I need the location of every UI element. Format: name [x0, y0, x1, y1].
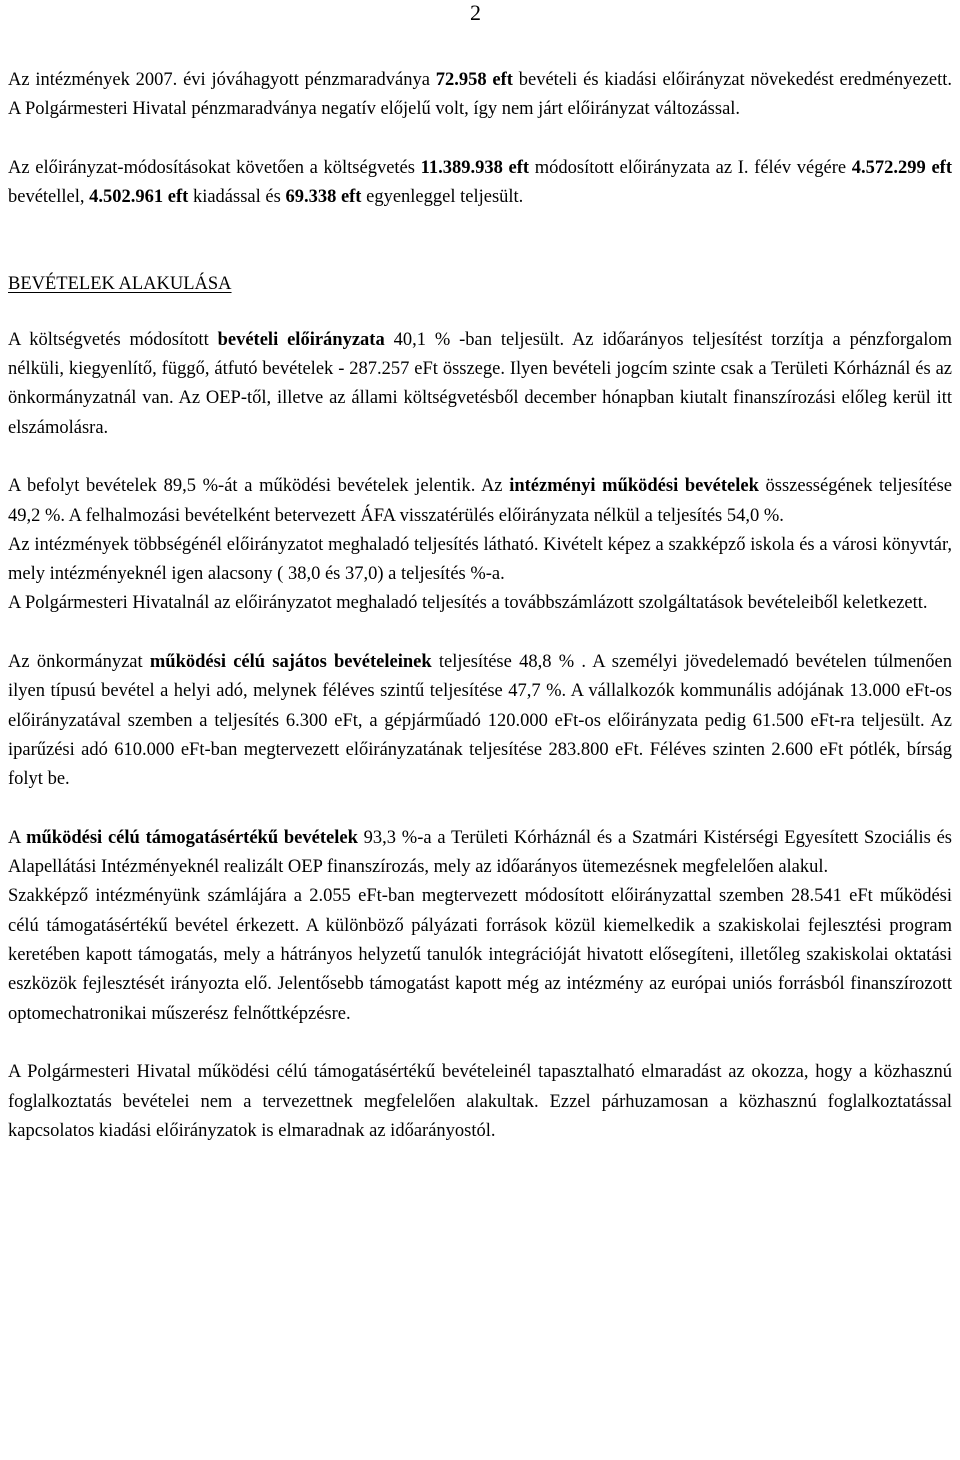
p2-text-4: kiadással és	[188, 187, 286, 208]
paragraph-befolyt-bevételek	[8, 472, 952, 531]
p4-bold-1: intézményi működési bevételek	[509, 476, 759, 497]
p2-bold-3: 4.502.961 eft	[89, 187, 189, 208]
p2-text-2: módosított előirányzata az I. félév végére	[529, 157, 852, 178]
paragraph-bevételi-előirányzat	[8, 326, 952, 443]
paragraph-polgármesteri-hivatal: A Polgármesteri Hivatalnál az előirányzatot meghaladó teljesítés a továbbszámlázott szolgáltatások bevételeiből keletkezett.	[8, 593, 928, 614]
page-number: 2	[470, 0, 481, 25]
paragraph-pénzmaradvány	[8, 66, 952, 125]
paragraph-modositas	[8, 154, 952, 213]
p1-text-1: Az intézmények 2007. évi jóváhagyott pénzmaradványa	[8, 70, 436, 90]
p3-text-1: A költségvetés módosított	[8, 329, 218, 350]
p1-bold-1: 72.958 eft	[435, 70, 513, 90]
paragraph-szakképző-intézmény: Szakképző intézményünk számlájára a 2.055 eFt-ban megtervezett módosított előirányzattal szemben 28.541 eFt működési célú támogatásértékű bevétel érkezett. A különböző pályázati források közül kiemelkedik a szakiskolai fejlesztési program keretében kapott támogatás, mely a hátrányos helyzetű tanulók integrációját hivatott elősegíteni, illetőleg szakiskolai oktatási eszközök fejlesztését irányozta elő. Jelentősebb támogatást kapott még az intézmény az európai uniós forrásból finanszírozott optomechatronikai műszerész felnőttképzésre.	[8, 886, 952, 1024]
p4-text-2: összességének teljesítése 49,2 %. A felhalmozási bevételként betervezett ÁFA visszatérülés előirányzata nélkül a teljesítés 54,0 %.	[8, 476, 952, 526]
p8-bold-1: működési célú támogatásértékű bevételek	[26, 827, 358, 848]
p2-text-1: Az előirányzat-módosításokat követően a költségvetés	[8, 157, 421, 178]
paragraph-sajátos-bevételek	[8, 648, 952, 794]
paragraph-hivatal-elmaradás: A Polgármesteri Hivatal működési célú támogatásértékű bevételeinél tapasztalható elmaradást az okozza, hogy a közhasznú foglalkoztatás bevételei nem a tervezettnek megfelelően alakultak. Ezzel párhuzamosan a közhasznú foglalkoztatással kapcsolatos kiadási előirányzatok is elmaradnak az időarányostól.	[8, 1062, 952, 1141]
p2-text-5: egyenleggel teljesült.	[361, 187, 524, 208]
p3-bold-1: bevételi előirányzata	[217, 329, 385, 350]
p1-text-2: bevételi és kiadási előirányzat növekedést eredményezett. A Polgármesteri Hivatal pénzmaradványa negatív előjelű volt, így nem járt előirányzat változással.	[8, 70, 952, 120]
p7-text-1: Az önkormányzat	[8, 652, 150, 673]
p8-text-1: A	[8, 827, 27, 848]
paragraph-támogatásértékű-bevételek	[8, 824, 952, 883]
p2-bold-4: 69.338 eft	[285, 187, 362, 208]
p2-bold-2: 4.572.299 eft	[851, 157, 952, 178]
p3-text-2: 40,1 % -ban teljesült. Az időarányos teljesítést torzítja a pénzforgalom nélküli, kiegyenlítő, függő, átfutó bevételek - 287.257 eFt összege. Ilyen bevételi jogcím szinte csak a Területi Kórháznál és az önkormányzatnál van. Az OEP-től, illetve az állami költségvetésből december hónapban kiutalt finanszírozási előleg kerül itt elszámolásra.	[8, 329, 952, 438]
p2-bold-1: 11.389.938 eft	[420, 157, 530, 178]
p7-bold-1: működési célú sajátos bevételeinek	[149, 652, 432, 673]
paragraph-intézmények-többsége: Az intézmények többségénél előirányzatot meghaladó teljesítés látható. Kivételt képez a szakképző iskola és a városi könyvtár, mely intézményeknél igen alacsony ( 38,0 és 37,0) a teljesítés %-a.	[8, 534, 952, 585]
p4-text-1: A befolyt bevételek 89,5 %-át a működési bevételek jelentik. Az	[8, 476, 510, 497]
p8-text-2: 93,3 %-a a Területi Kórháznál és a Szatmári Kistérségi Egyesített Szociális és Alapellátási Intézményeknél realizált OEP finanszírozás, mely az időarányos ütemezésnek megfelelően alakul.	[8, 827, 952, 878]
section-heading: BEVÉTELEK ALAKULÁSA	[8, 274, 232, 295]
p7-text-2: teljesítése 48,8 % . A személyi jövedelemadó bevételen túlmenően ilyen típusú bevétel a helyi adó, melynek féléves szintű teljesítése 47,7 %. A vállalkozók kommunális adójának 13.000 eFt-os előirányzatával szemben a teljesítés 6.300 eFt, a gépjárműadó 120.000 eFt-os előirányzata pedig 61.500 eFt-ra teljesült. Az iparűzési adó 610.000 eFt-ban megtervezett előirányzatának teljesítése 283.800 eFt. Féléves szinten 2.600 eFt pótlék, bírság folyt be.	[8, 652, 952, 790]
p2-text-3: bevétellel,	[8, 187, 90, 208]
